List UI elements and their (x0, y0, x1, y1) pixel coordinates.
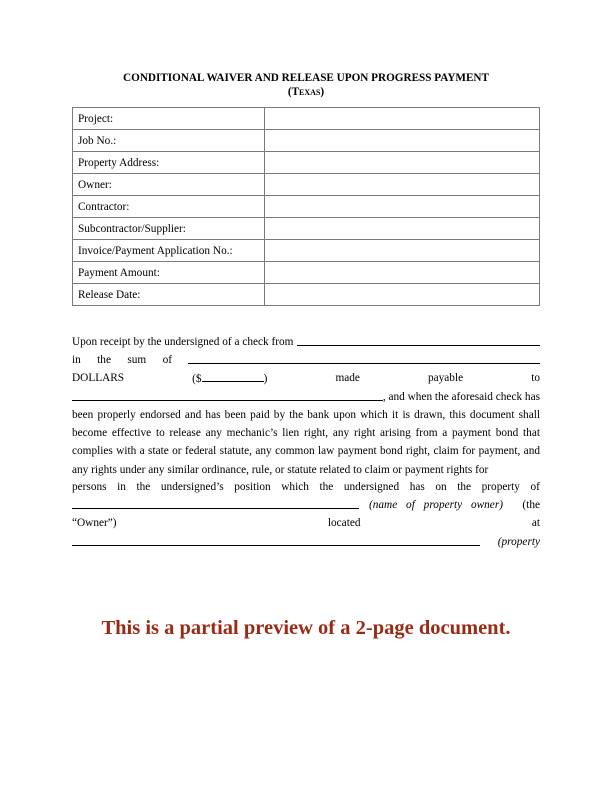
word: the (457, 481, 472, 493)
field-job-no[interactable] (265, 130, 540, 152)
word: to (531, 372, 540, 385)
table-row (73, 196, 540, 218)
word: of (530, 481, 540, 493)
body-lines-top (72, 333, 540, 406)
word: property (481, 481, 520, 493)
field-property-address[interactable] (265, 152, 540, 174)
label-contractor: Contractor: (73, 196, 265, 218)
word: payable (427, 372, 464, 385)
label-payment-amount: Payment Amount: (73, 262, 265, 284)
body-line-1: Upon receipt by the undersigned of a check from (72, 336, 294, 348)
check-from-blank[interactable] (297, 333, 540, 346)
table-row (73, 108, 540, 130)
property-hint: (property (497, 535, 540, 548)
word-owner: “Owner”) (72, 517, 117, 530)
field-owner[interactable] (265, 174, 540, 196)
word: on (435, 481, 447, 493)
word: in (72, 354, 81, 367)
label-property-address: Property Address: (73, 152, 265, 174)
field-invoice-no[interactable] (265, 240, 540, 262)
label-job-no: Job No.: (73, 130, 265, 152)
label-owner: Owner: (73, 174, 265, 196)
info-table (72, 107, 540, 306)
word: in (117, 481, 126, 493)
label-invoice-no: Invoice/Payment Application No.: (73, 240, 265, 262)
table-row (73, 218, 540, 240)
preview-notice: This is a partial preview of a 2-page document. (101, 617, 511, 639)
table-row (73, 130, 540, 152)
word: of (162, 354, 172, 367)
word: ($ (192, 373, 202, 386)
property-location-blank[interactable] (72, 533, 480, 546)
label-release-date: Release Date: (73, 284, 265, 306)
field-release-date[interactable] (265, 284, 540, 306)
word-dollars: DOLLARS (72, 372, 125, 385)
document-title: CONDITIONAL WAIVER AND RELEASE UPON PROGRESS PAYMENT (123, 72, 489, 84)
table-row (73, 174, 540, 196)
label-project: Project: (73, 108, 265, 130)
property-owner-name-blank[interactable] (72, 496, 359, 509)
word-at: at (531, 517, 540, 530)
sum-blank[interactable] (188, 351, 540, 364)
body-lines-bottom (72, 478, 540, 551)
table-row (73, 262, 540, 284)
field-subcontractor[interactable] (265, 218, 540, 240)
payable-to-blank[interactable] (72, 388, 383, 401)
word: (the (522, 499, 540, 512)
word: the (97, 354, 111, 367)
name-of-property-owner-hint: (name of property owner) (369, 499, 503, 512)
word: the (319, 481, 334, 493)
label-subcontractor: Subcontractor/Supplier: (73, 218, 265, 240)
body-line-4-tail: , and when the aforesaid check has (382, 390, 540, 403)
word: persons (72, 481, 107, 493)
word: undersigned (343, 481, 400, 493)
table-row (73, 240, 540, 262)
dollar-amount-blank[interactable] (202, 369, 264, 382)
word-located: located (327, 517, 361, 530)
word: ) (263, 373, 268, 386)
body-paragraph: been properly endorsed and has been paid by the bank upon which it is drawn, this document shall become effective to release any mechanic’s lien right, any right arising from a payment bond that complies with a state or federal statute, any common law payment bond right, claim for payment, and any rights under any similar ordinance, rule, or statute related to claim or payment rights for (72, 409, 540, 476)
field-payment-amount[interactable] (265, 262, 540, 284)
field-contractor[interactable] (265, 196, 540, 218)
table-row (73, 284, 540, 306)
word: has (409, 481, 425, 493)
word: undersigned’s (160, 481, 224, 493)
word: made (335, 372, 360, 385)
word: sum (127, 354, 147, 367)
document-subtitle: (Texas) (287, 86, 325, 98)
word: the (136, 481, 151, 493)
table-row (73, 152, 540, 174)
word: position (234, 481, 271, 493)
field-project[interactable] (265, 108, 540, 130)
word: which (281, 481, 309, 493)
